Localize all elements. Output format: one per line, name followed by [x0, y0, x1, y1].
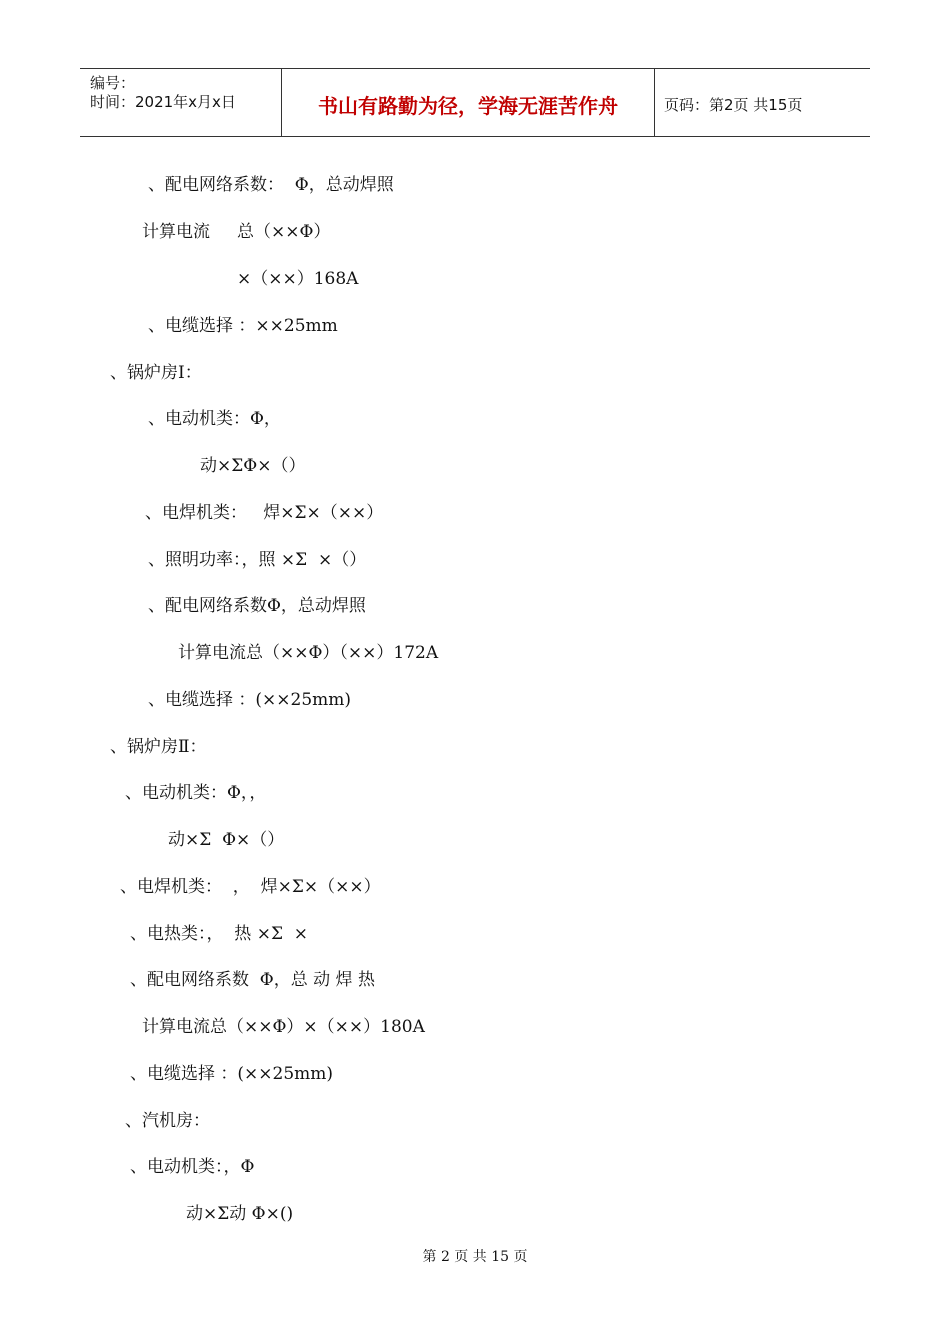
header-divider-right	[654, 68, 655, 136]
body-line: 计算电流总（××Φ）×（××）180A	[142, 1017, 425, 1037]
body-line: 、电缆选择 ：××25mm	[148, 316, 338, 336]
page-footer: 第 2 页 共 15 页	[422, 1249, 528, 1265]
body-line: 、电焊机类： ， 焊×Σ×（××）	[120, 877, 381, 897]
body-line: ×（××）168A	[237, 269, 359, 289]
header-motto: 书山有路勤为径，学海无涯苦作舟	[318, 94, 618, 118]
body-line: 、电动机类：Φ，	[148, 409, 281, 429]
body-line: 计算电流 总（××Φ）	[142, 222, 331, 242]
body-line: 、电焊机类： 焊×Σ×（××）	[145, 503, 384, 523]
body-line: 、电热类：， 热 ×Σ ×	[130, 924, 309, 944]
body-line: 、电缆选择 ：(××25mm)	[130, 1064, 334, 1084]
body-line: 、照明功率：，照 ×Σ ×（）	[148, 550, 367, 570]
body-line: 、电缆选择 ：(××25mm)	[148, 690, 352, 710]
body-line: 动×ΣΦ×（）	[200, 456, 306, 476]
section-heading: 、锅炉房Ⅱ：	[110, 737, 207, 757]
body-line: 、电动机类：，Φ	[130, 1157, 255, 1177]
header-page-info: 页码：第2页 共15页	[664, 96, 803, 114]
body-line: 动×Σ Φ×（）	[168, 830, 285, 850]
body-line: 、电动机类：Φ，，	[125, 783, 267, 803]
section-heading: 、锅炉房Ⅰ：	[110, 363, 202, 383]
header-time-label: 时间：2021年x月x日	[90, 93, 236, 111]
header-top-border	[80, 68, 870, 69]
body-line: 、配电网络系数Φ，总动焊照	[148, 596, 366, 616]
body-line: 、配电网络系数 Φ，总 动 焊 热	[130, 970, 375, 990]
body-line: 、配电网络系数： Φ，总动焊照	[148, 175, 394, 195]
body-line: 动×Σ动 Φ×()	[186, 1204, 294, 1224]
header-bottom-border	[80, 136, 870, 137]
body-line: 计算电流总（××Φ）（××）172A	[178, 643, 439, 663]
header-number-label: 编号：	[90, 74, 136, 92]
section-heading: 、汽机房：	[125, 1111, 210, 1131]
